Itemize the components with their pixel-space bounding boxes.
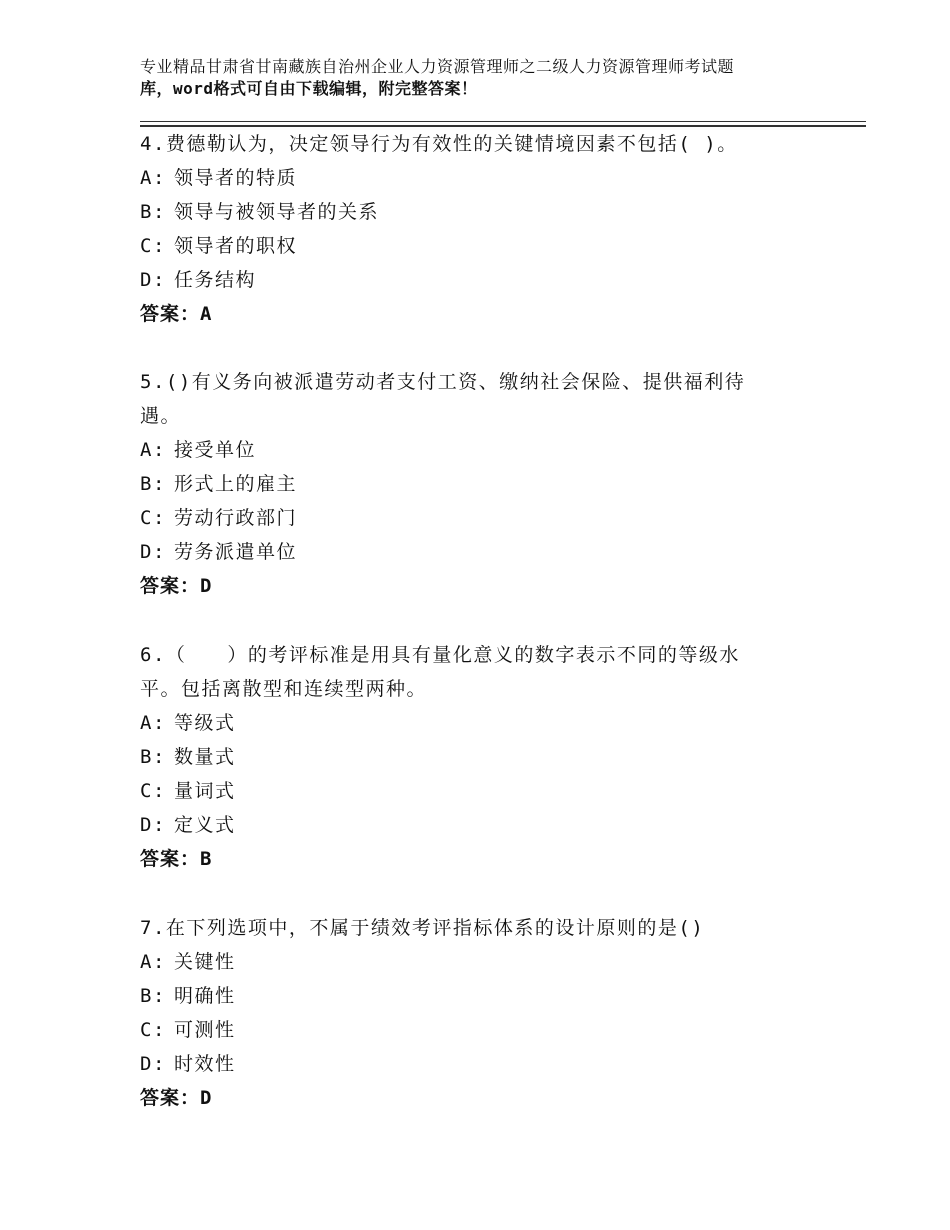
option-c (140, 774, 800, 808)
option-b (140, 467, 800, 501)
option-a (140, 706, 800, 740)
option-text: 等级式 (174, 712, 236, 734)
answer-label: 答案：D (140, 575, 213, 597)
option-d (140, 808, 800, 842)
question-stem: 6.（ ）的考评标准是用具有量化意义的数字表示不同的等级水 (140, 644, 740, 666)
option-key: D: (140, 269, 166, 291)
question-stem-continued: 平。包括离散型和连续型两种。 (140, 678, 428, 700)
answer-label: 答案：A (140, 303, 213, 325)
option-key: D: (140, 541, 166, 563)
question-stem: 5.()有义务向被派遣劳动者支付工资、缴纳社会保险、提供福利待 (140, 371, 746, 393)
option-text: 领导与被领导者的关系 (174, 201, 380, 223)
document-header (140, 56, 840, 100)
option-text: 领导者的职权 (174, 235, 298, 257)
option-b (140, 979, 800, 1013)
question-stem: 4.费德勒认为，决定领导行为有效性的关键情境因素不包括( )。 (140, 133, 738, 155)
option-text: 任务结构 (174, 269, 257, 291)
question-stem-continued: 遇。 (140, 405, 182, 427)
option-key: A: (140, 439, 166, 461)
option-b (140, 740, 800, 774)
option-key: C: (140, 235, 166, 257)
option-text: 劳务派遣单位 (174, 541, 298, 563)
option-key: C: (140, 780, 166, 802)
option-d (140, 1047, 800, 1081)
option-text: 定义式 (174, 814, 236, 836)
option-c (140, 1013, 800, 1047)
question-block (140, 365, 800, 603)
option-d (140, 263, 800, 297)
question-block (140, 911, 800, 1115)
option-key: C: (140, 1019, 166, 1041)
option-c (140, 229, 800, 263)
question-block (140, 127, 800, 331)
option-text: 可测性 (174, 1019, 236, 1041)
option-key: A: (140, 712, 166, 734)
question-stem: 7.在下列选项中，不属于绩效考评指标体系的设计原则的是() (140, 917, 705, 939)
answer-label: 答案：D (140, 1087, 213, 1109)
option-a (140, 433, 800, 467)
option-key: D: (140, 1053, 166, 1075)
option-key: B: (140, 201, 166, 223)
option-c (140, 501, 800, 535)
option-text: 量词式 (174, 780, 236, 802)
option-key: A: (140, 167, 166, 189)
option-b (140, 195, 800, 229)
header-divider-thin (140, 121, 866, 122)
answer-label: 答案：B (140, 848, 213, 870)
option-key: B: (140, 473, 166, 495)
option-text: 领导者的特质 (174, 167, 298, 189)
header-line-2: 库，word格式可自由下载编辑，附完整答案！ (140, 79, 478, 98)
option-text: 数量式 (174, 746, 236, 768)
question-block (140, 638, 800, 876)
option-text: 接受单位 (174, 439, 257, 461)
option-key: A: (140, 951, 166, 973)
option-text: 形式上的雇主 (174, 473, 298, 495)
option-key: D: (140, 814, 166, 836)
option-text: 明确性 (174, 985, 236, 1007)
option-key: B: (140, 985, 166, 1007)
option-a (140, 161, 800, 195)
header-line-1: 专业精品甘肃省甘南藏族自治州企业人力资源管理师之二级人力资源管理师考试题 (140, 57, 735, 76)
option-a (140, 945, 800, 979)
option-text: 时效性 (174, 1053, 236, 1075)
option-key: B: (140, 746, 166, 768)
option-text: 关键性 (174, 951, 236, 973)
option-d (140, 535, 800, 569)
option-text: 劳动行政部门 (174, 507, 298, 529)
option-key: C: (140, 507, 166, 529)
